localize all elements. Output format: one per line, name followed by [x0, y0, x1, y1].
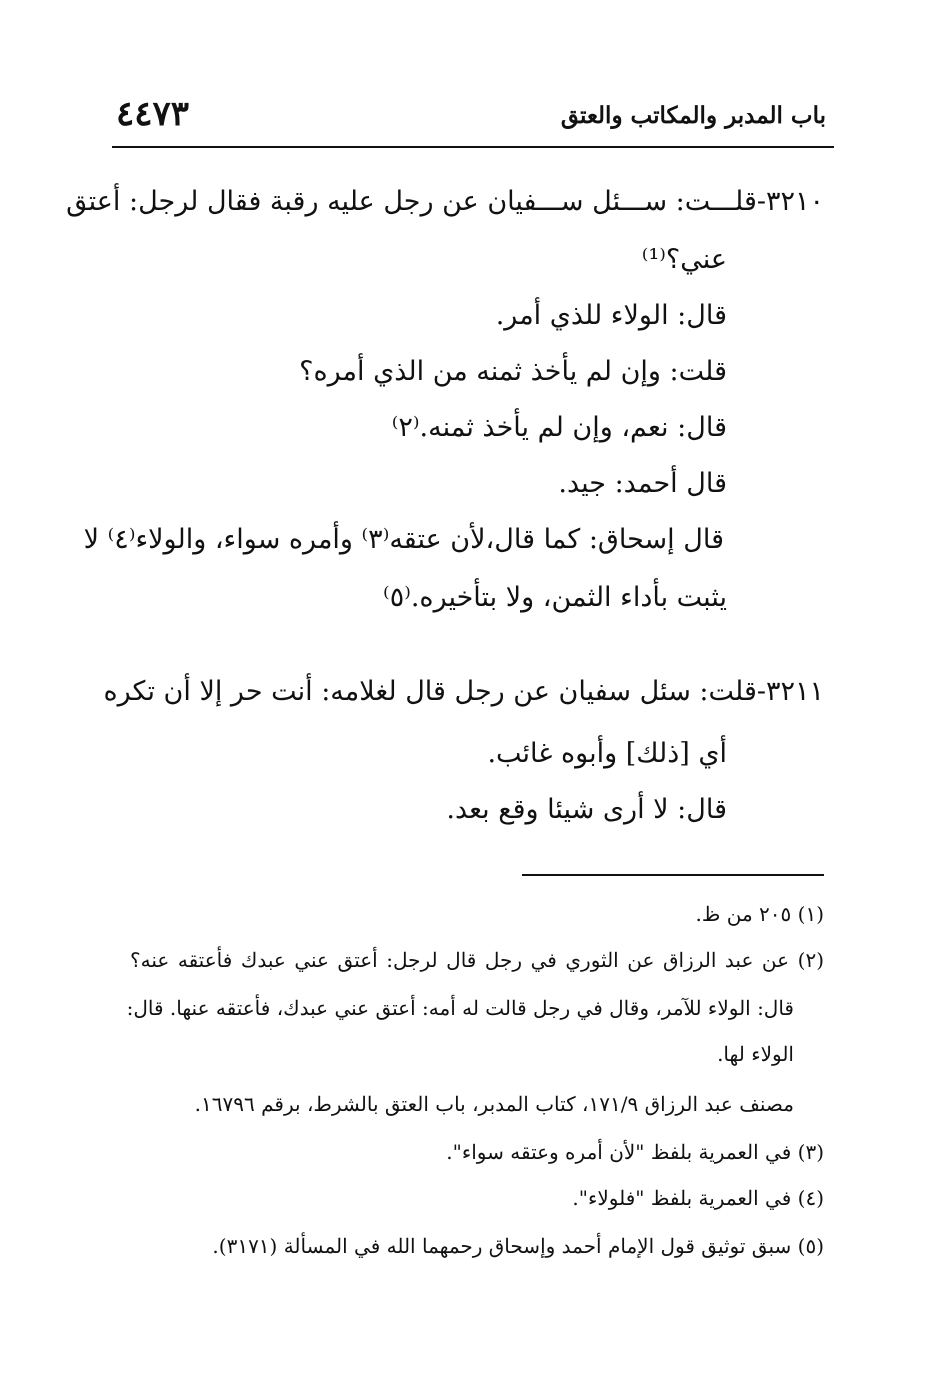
footnote-2-citation: مصنف عبد الرزاق ١٧١/٩، كتاب المدبر، باب العتق بالشرط، برقم ١٦٧٩٦. — [194, 1092, 794, 1116]
question-3210-line-5: قال: نعم، وإن لم يأخذ ثمنه.⁽٢⁾ — [391, 412, 727, 443]
footnote-3: (٣) في العمرية بلفظ "لأن أمره وعتقه سواء". — [446, 1140, 824, 1164]
question-3210-line-2: عني؟⁽¹⁾ — [641, 244, 727, 275]
footnote-5: (٥) سبق توثيق قول الإمام أحمد وإسحاق رحمهما الله في المسألة (٣١٧١). — [212, 1234, 824, 1258]
footnote-1: (١) ٢٠٥ من ظ. — [695, 902, 824, 926]
header-divider — [112, 146, 834, 148]
question-3210-line-8: يثبت بأداء الثمن، ولا بتأخيره.⁽٥⁾ — [383, 582, 727, 613]
page-header — [112, 92, 834, 146]
question-3210-line-4: قلت: وإن لم يأخذ ثمنه من الذي أمره؟ — [299, 356, 727, 387]
footnote-2-line-1: (٢) عن عبد الرزاق عن الثوري في رجل قال لرجل: أعتق عني عبدك فأعتقه عنه؟ — [130, 948, 824, 972]
page-number: ٤٤٧٣ — [116, 94, 190, 134]
question-3210-line-1: ٣٢١٠-قلـــت: ســـئل ســـفيان عن رجل عليه رقبة فقال لرجل: أعتق — [66, 186, 824, 217]
question-3211-line-2: أي [ذلك] وأبوه غائب. — [487, 738, 727, 769]
question-3210-line-6: قال أحمد: جيد. — [558, 468, 727, 499]
question-3211-line-3: قال: لا أرى شيئا وقع بعد. — [446, 794, 727, 825]
question-3211-line-1: ٣٢١١-قلت: سئل سفيان عن رجل قال لغلامه: أنت حر إلا أن تكره — [103, 676, 824, 707]
question-3210-line-7: قال إسحاق: كما قال،لأن عتقه⁽٣⁾ وأمره سواء، والولاء⁽٤⁾ لا — [83, 524, 724, 555]
footnote-divider — [522, 874, 824, 876]
question-3210-line-3: قال: الولاء للذي أمر. — [495, 300, 727, 331]
footnote-2-line-3: الولاء لها. — [717, 1042, 794, 1066]
chapter-title: باب المدبر والمكاتب والعتق — [560, 102, 826, 129]
footnote-2-line-2: قال: الولاء للآمر، وقال في رجل قالت له أمه: أعتق عني عبدك، فأعتقه عنها. قال: — [126, 996, 794, 1020]
footnote-4: (٤) في العمرية بلفظ "فلولاء". — [572, 1186, 824, 1210]
